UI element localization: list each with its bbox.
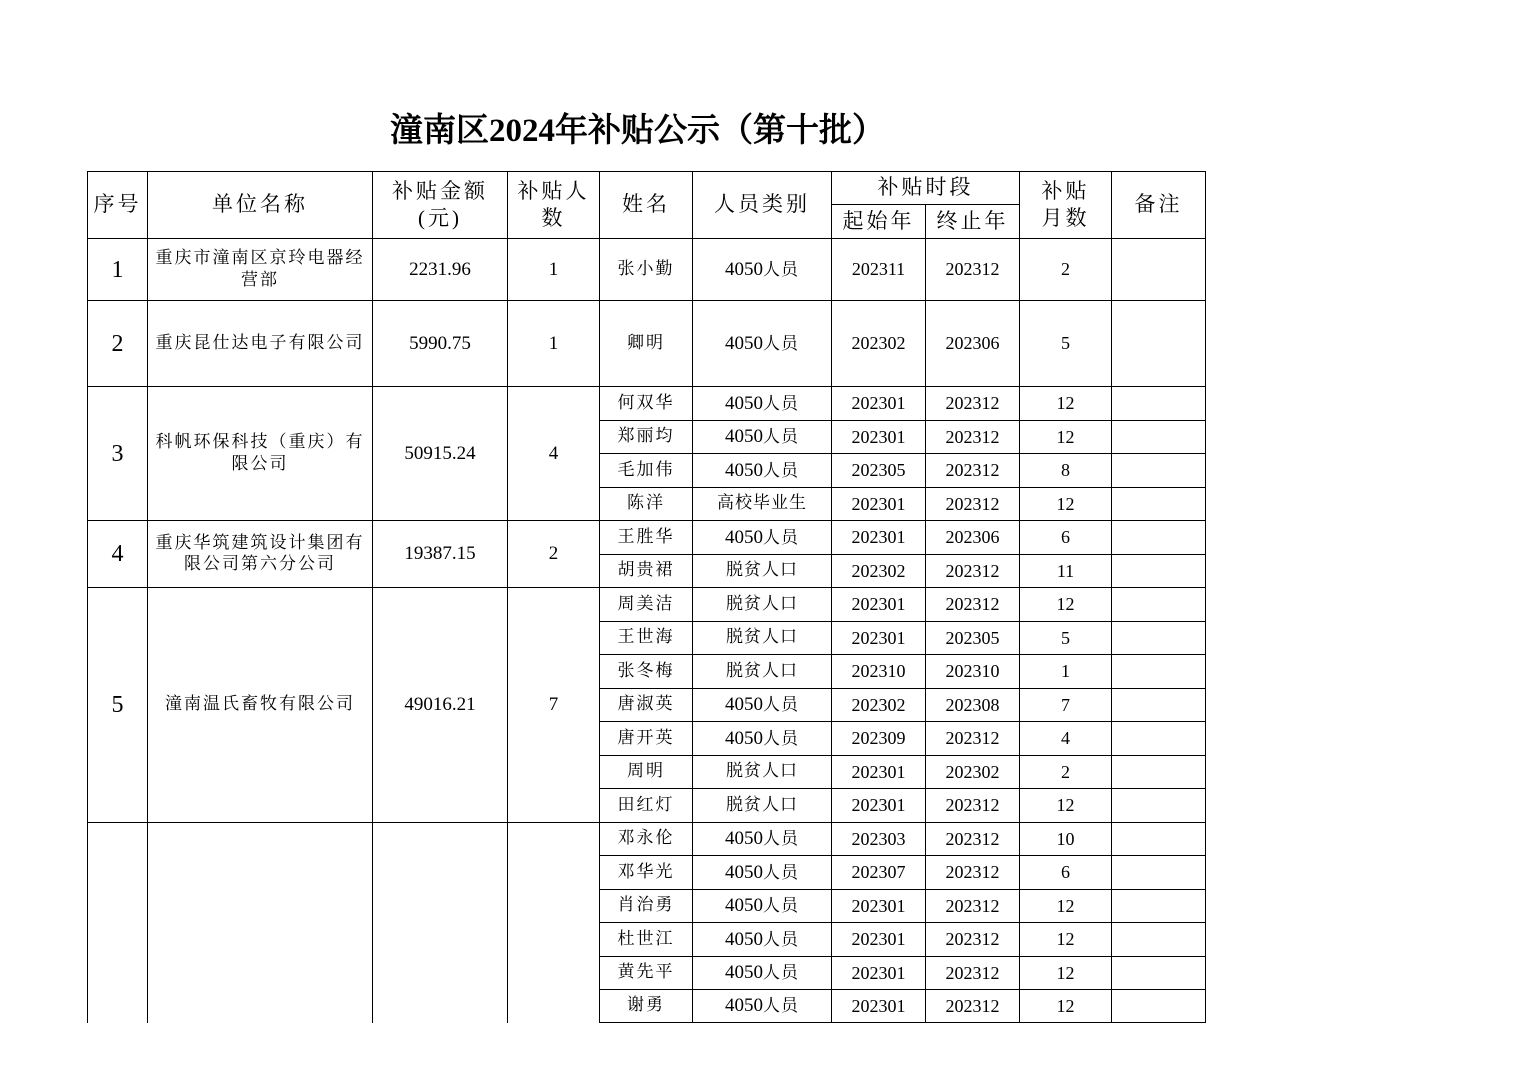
end-month: 202312 xyxy=(926,923,1020,957)
end-month: 202312 xyxy=(926,588,1020,622)
person-category xyxy=(693,301,832,387)
category-digits: 4050 xyxy=(725,995,763,1017)
person-name: 唐开英 xyxy=(600,722,693,756)
remark-cell xyxy=(1112,454,1206,488)
end-month: 202305 xyxy=(926,622,1020,655)
page-title: 潼南区2024年补贴公示（第十批） xyxy=(390,113,885,149)
subsidy-months: 4 xyxy=(1020,722,1112,756)
person-name: 唐淑英 xyxy=(600,689,693,722)
end-month: 202312 xyxy=(926,722,1020,756)
person-name: 田红灯 xyxy=(600,789,693,823)
person-category xyxy=(693,421,832,454)
person-name: 周明 xyxy=(600,756,693,789)
subsidy-months: 12 xyxy=(1020,488,1112,521)
header-count-line2: 数 xyxy=(541,206,566,230)
person-name: 卿明 xyxy=(600,301,693,387)
person-category: 脱贫人口 xyxy=(693,655,832,689)
person-category xyxy=(693,890,832,923)
subsidy-months: 12 xyxy=(1020,923,1112,957)
remark-cell xyxy=(1112,689,1206,722)
table-header xyxy=(88,172,1206,239)
subsidy-months: 12 xyxy=(1020,789,1112,823)
person-category: 脱贫人口 xyxy=(693,622,832,655)
start-month: 202301 xyxy=(832,488,926,521)
remark-cell xyxy=(1112,789,1206,823)
subsidy-months: 12 xyxy=(1020,990,1112,1023)
subsidy-amount: 5990.75 xyxy=(373,301,508,387)
person-name: 张冬梅 xyxy=(600,655,693,689)
person-name: 杜世江 xyxy=(600,923,693,957)
person-category: 高校毕业生 xyxy=(693,488,832,521)
group-seq: 4 xyxy=(88,521,148,588)
category-digits: 4050 xyxy=(725,459,763,481)
start-month: 202301 xyxy=(832,421,926,454)
person-name: 肖治勇 xyxy=(600,890,693,923)
remark-cell xyxy=(1112,722,1206,756)
subsidy-months: 2 xyxy=(1020,239,1112,301)
subsidy-months: 12 xyxy=(1020,421,1112,454)
remark-cell xyxy=(1112,923,1206,957)
subsidy-months: 5 xyxy=(1020,622,1112,655)
header-seq: 序号 xyxy=(88,172,148,239)
category-digits: 4050 xyxy=(725,258,763,280)
header-period: 补贴时段 xyxy=(832,172,1020,205)
person-category: 脱贫人口 xyxy=(693,555,832,588)
end-month: 202312 xyxy=(926,421,1020,454)
end-month: 202310 xyxy=(926,655,1020,689)
category-text: 人员 xyxy=(763,896,799,917)
subsidy-count: 1 xyxy=(508,301,600,387)
table-row xyxy=(88,823,1206,856)
subsidy-months: 10 xyxy=(1020,823,1112,856)
remark-cell xyxy=(1112,588,1206,622)
header-count xyxy=(508,172,600,239)
header-amount-line1: 补贴金额 xyxy=(392,178,488,203)
start-month: 202309 xyxy=(832,722,926,756)
remark-cell xyxy=(1112,823,1206,856)
category-digits: 4050 xyxy=(725,426,763,448)
remark-cell xyxy=(1112,387,1206,421)
subsidy-months: 7 xyxy=(1020,689,1112,722)
person-category: 脱贫人口 xyxy=(693,756,832,789)
start-month: 202301 xyxy=(832,957,926,990)
person-category xyxy=(693,689,832,722)
subsidy-count: 7 xyxy=(508,588,600,823)
start-month: 202305 xyxy=(832,454,926,488)
group-seq: 1 xyxy=(88,239,148,301)
person-category xyxy=(693,823,832,856)
category-text: 人员 xyxy=(763,333,799,354)
remark-cell xyxy=(1112,990,1206,1023)
category-digits: 4050 xyxy=(725,928,763,950)
header-name: 姓名 xyxy=(600,172,693,239)
header-start: 起始年 xyxy=(832,205,926,239)
table-row xyxy=(88,301,1206,387)
start-month: 202303 xyxy=(832,823,926,856)
end-month: 202312 xyxy=(926,789,1020,823)
remark-cell xyxy=(1112,957,1206,990)
end-month: 202308 xyxy=(926,689,1020,722)
category-digits: 4050 xyxy=(725,392,763,414)
person-name: 王世海 xyxy=(600,622,693,655)
category-digits: 4050 xyxy=(725,895,763,917)
header-months-line1: 补贴 xyxy=(1041,178,1090,203)
category-text: 人员 xyxy=(763,963,799,984)
group-seq: 3 xyxy=(88,387,148,521)
person-category xyxy=(693,856,832,890)
end-month: 202312 xyxy=(926,990,1020,1023)
subsidy-amount xyxy=(373,823,508,1023)
category-digits: 4050 xyxy=(725,526,763,548)
header-months-line2: 月数 xyxy=(1041,206,1090,230)
category-text: 人员 xyxy=(763,728,799,749)
person-name: 郑丽均 xyxy=(600,421,693,454)
category-digits: 4050 xyxy=(725,727,763,749)
person-category xyxy=(693,722,832,756)
remark-cell xyxy=(1112,890,1206,923)
person-category xyxy=(693,923,832,957)
person-name: 黄先平 xyxy=(600,957,693,990)
person-category xyxy=(693,990,832,1023)
unit-name xyxy=(148,823,373,1023)
end-month: 202306 xyxy=(926,521,1020,555)
start-month: 202301 xyxy=(832,923,926,957)
header-months xyxy=(1020,172,1112,239)
end-month: 202312 xyxy=(926,387,1020,421)
subsidy-months: 8 xyxy=(1020,454,1112,488)
person-name: 邓华光 xyxy=(600,856,693,890)
subsidy-months: 2 xyxy=(1020,756,1112,789)
person-name: 陈洋 xyxy=(600,488,693,521)
unit-name: 重庆市潼南区京玲电器经营部 xyxy=(148,239,373,301)
group-seq: 2 xyxy=(88,301,148,387)
category-text: 人员 xyxy=(763,695,799,716)
category-text: 人员 xyxy=(763,259,799,280)
category-digits: 4050 xyxy=(725,962,763,984)
subsidy-months: 12 xyxy=(1020,957,1112,990)
remark-cell xyxy=(1112,488,1206,521)
category-text: 人员 xyxy=(763,996,799,1017)
end-month: 202312 xyxy=(926,957,1020,990)
subsidy-months: 12 xyxy=(1020,387,1112,421)
remark-cell xyxy=(1112,239,1206,301)
end-month: 202312 xyxy=(926,488,1020,521)
remark-cell xyxy=(1112,301,1206,387)
end-month: 202312 xyxy=(926,890,1020,923)
end-month: 202312 xyxy=(926,856,1020,890)
table-body xyxy=(88,239,1206,1023)
unit-name: 潼南温氏畜牧有限公司 xyxy=(148,588,373,823)
start-month: 202301 xyxy=(832,990,926,1023)
table-row xyxy=(88,521,1206,555)
end-month: 202302 xyxy=(926,756,1020,789)
person-category xyxy=(693,521,832,555)
header-end: 终止年 xyxy=(926,205,1020,239)
end-month: 202306 xyxy=(926,301,1020,387)
start-month: 202301 xyxy=(832,789,926,823)
end-month: 202312 xyxy=(926,454,1020,488)
header-unit: 单位名称 xyxy=(148,172,373,239)
remark-cell xyxy=(1112,521,1206,555)
table-row xyxy=(88,387,1206,421)
subsidy-count: 4 xyxy=(508,387,600,521)
person-category: 脱贫人口 xyxy=(693,588,832,622)
start-month: 202310 xyxy=(832,655,926,689)
group-seq xyxy=(88,823,148,1023)
category-text: 人员 xyxy=(763,460,799,481)
person-name: 何双华 xyxy=(600,387,693,421)
header-count-line1: 补贴人 xyxy=(517,178,590,203)
end-month: 202312 xyxy=(926,239,1020,301)
category-text: 人员 xyxy=(763,527,799,548)
subsidy-amount: 2231.96 xyxy=(373,239,508,301)
table-row xyxy=(88,239,1206,301)
subsidy-count: 2 xyxy=(508,521,600,588)
start-month: 202302 xyxy=(832,689,926,722)
remark-cell xyxy=(1112,622,1206,655)
subsidy-months: 6 xyxy=(1020,856,1112,890)
remark-cell xyxy=(1112,655,1206,689)
subsidy-months: 11 xyxy=(1020,555,1112,588)
start-month: 202301 xyxy=(832,387,926,421)
person-name: 谢勇 xyxy=(600,990,693,1023)
start-month: 202307 xyxy=(832,856,926,890)
person-category xyxy=(693,957,832,990)
subsidy-months: 6 xyxy=(1020,521,1112,555)
unit-name: 科帆环保科技（重庆）有限公司 xyxy=(148,387,373,521)
person-name: 王胜华 xyxy=(600,521,693,555)
remark-cell xyxy=(1112,756,1206,789)
person-name: 邓永伦 xyxy=(600,823,693,856)
person-name: 胡贵裙 xyxy=(600,555,693,588)
subsidy-amount: 50915.24 xyxy=(373,387,508,521)
header-amount-line2: (元) xyxy=(418,206,462,230)
category-text: 人员 xyxy=(763,427,799,448)
header-amount xyxy=(373,172,508,239)
unit-name: 重庆华筑建筑设计集团有限公司第六分公司 xyxy=(148,521,373,588)
category-text: 人员 xyxy=(763,829,799,850)
start-month: 202301 xyxy=(832,756,926,789)
subsidy-months: 12 xyxy=(1020,588,1112,622)
person-category xyxy=(693,239,832,301)
category-text: 人员 xyxy=(763,393,799,414)
person-name: 张小勤 xyxy=(600,239,693,301)
remark-cell xyxy=(1112,421,1206,454)
person-category xyxy=(693,454,832,488)
subsidy-months: 1 xyxy=(1020,655,1112,689)
subsidy-count xyxy=(508,823,600,1023)
table-row xyxy=(88,588,1206,622)
start-month: 202302 xyxy=(832,301,926,387)
start-month: 202301 xyxy=(832,622,926,655)
start-month: 202301 xyxy=(832,890,926,923)
start-month: 202301 xyxy=(832,588,926,622)
category-digits: 4050 xyxy=(725,828,763,850)
person-name: 周美洁 xyxy=(600,588,693,622)
start-month: 202302 xyxy=(832,555,926,588)
group-seq: 5 xyxy=(88,588,148,823)
header-remark: 备注 xyxy=(1112,172,1206,239)
person-category: 脱贫人口 xyxy=(693,789,832,823)
person-name: 毛加伟 xyxy=(600,454,693,488)
category-digits: 4050 xyxy=(725,332,763,354)
end-month: 202312 xyxy=(926,555,1020,588)
start-month: 202301 xyxy=(832,521,926,555)
subsidy-months: 5 xyxy=(1020,301,1112,387)
start-month: 202311 xyxy=(832,239,926,301)
subsidy-months: 12 xyxy=(1020,890,1112,923)
category-digits: 4050 xyxy=(725,694,763,716)
category-digits: 4050 xyxy=(725,861,763,883)
unit-name: 重庆昆仕达电子有限公司 xyxy=(148,301,373,387)
subsidy-amount: 49016.21 xyxy=(373,588,508,823)
header-category: 人员类别 xyxy=(693,172,832,239)
remark-cell xyxy=(1112,555,1206,588)
category-text: 人员 xyxy=(763,929,799,950)
subsidy-amount: 19387.15 xyxy=(373,521,508,588)
person-category xyxy=(693,387,832,421)
category-text: 人员 xyxy=(763,862,799,883)
subsidy-count: 1 xyxy=(508,239,600,301)
subsidy-table xyxy=(87,171,1206,1023)
end-month: 202312 xyxy=(926,823,1020,856)
remark-cell xyxy=(1112,856,1206,890)
